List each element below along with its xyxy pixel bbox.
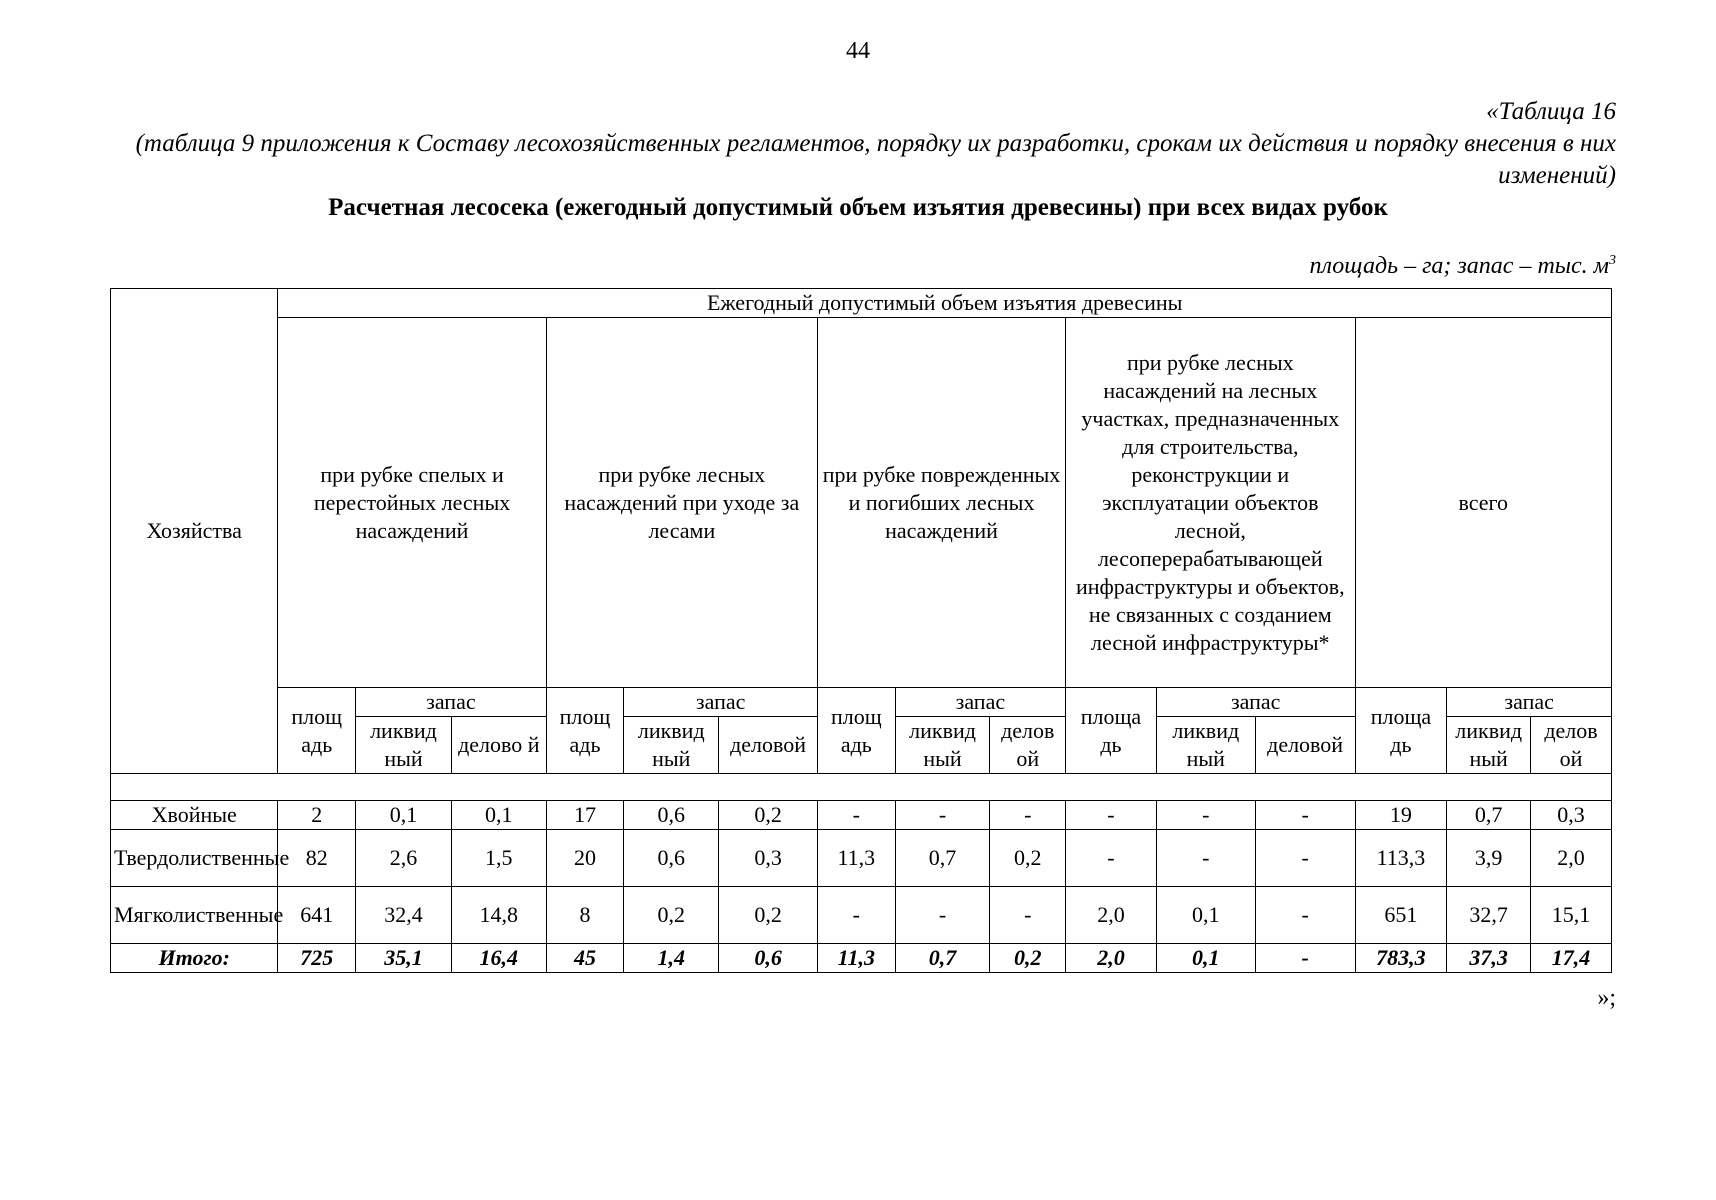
header-business: делов ой <box>1531 717 1612 774</box>
row-value: 32,7 <box>1447 887 1531 944</box>
header-liquid: ликвид ный <box>895 717 990 774</box>
total-value: 1,4 <box>624 944 719 973</box>
document-title: Расчетная лесосека (ежегодный допустимый объем изъятия древесины) при всех видах рубок <box>328 194 1388 221</box>
units-text: площадь – га; запас – тыс. м <box>1309 253 1609 279</box>
row-value: 0,7 <box>1447 801 1531 830</box>
row-value: 0,1 <box>356 801 452 830</box>
row-value: 11,3 <box>817 830 895 887</box>
row-value: 113,3 <box>1355 830 1447 887</box>
header-row-stock <box>111 688 1612 717</box>
table-caption <box>116 96 1616 192</box>
row-value: 2,0 <box>1531 830 1612 887</box>
row-value: - <box>1066 801 1157 830</box>
total-value: 45 <box>546 944 624 973</box>
total-value: 35,1 <box>356 944 452 973</box>
header-group-damaged: при рубке поврежденных и погибших лесных насаждений <box>817 318 1065 688</box>
row-name: Хвойные <box>111 801 278 830</box>
total-label: Итого: <box>111 944 278 973</box>
row-value: 0,6 <box>624 801 719 830</box>
row-value: 641 <box>278 887 356 944</box>
table-body <box>111 801 1612 973</box>
header-liquid: ликвид ный <box>356 717 452 774</box>
total-row <box>111 944 1612 973</box>
table-label: «Таблица 16 <box>1486 98 1616 125</box>
total-value: 16,4 <box>451 944 546 973</box>
header-liquid: ликвид ный <box>1447 717 1531 774</box>
header-farms: Хозяйства <box>111 289 278 774</box>
row-value: 0,3 <box>1531 801 1612 830</box>
header-business: деловой <box>1255 717 1355 774</box>
row-value: - <box>817 887 895 944</box>
row-value: 8 <box>546 887 624 944</box>
table-row <box>111 830 1612 887</box>
row-value: 2,0 <box>1066 887 1157 944</box>
units-note <box>1310 253 1616 280</box>
row-value: 651 <box>1355 887 1447 944</box>
header-row-groups <box>111 318 1612 688</box>
row-value: - <box>1255 801 1355 830</box>
total-value: 17,4 <box>1531 944 1612 973</box>
row-value: 0,3 <box>719 830 818 887</box>
row-value: 0,7 <box>895 830 990 887</box>
row-value: 0,1 <box>1156 887 1255 944</box>
header-area: площ адь <box>278 688 356 774</box>
header-area: площа дь <box>1355 688 1447 774</box>
header-area: площа дь <box>1066 688 1157 774</box>
row-value: 32,4 <box>356 887 452 944</box>
row-value: 0,2 <box>719 801 818 830</box>
row-name: Твердолиственные <box>111 830 278 887</box>
row-value: 19 <box>1355 801 1447 830</box>
row-value: 1,5 <box>451 830 546 887</box>
row-value: 2 <box>278 801 356 830</box>
header-area: площ адь <box>546 688 624 774</box>
header-stock: запас <box>624 688 818 717</box>
row-value: - <box>895 887 990 944</box>
row-value: 82 <box>278 830 356 887</box>
header-business: делово й <box>451 717 546 774</box>
header-annual-volume: Ежегодный допустимый объем изъятия древесины <box>278 289 1612 318</box>
total-value: 2,0 <box>1066 944 1157 973</box>
row-value: - <box>1066 830 1157 887</box>
row-value: - <box>1255 887 1355 944</box>
row-value: 0,2 <box>719 887 818 944</box>
row-value: 14,8 <box>451 887 546 944</box>
page-number: 44 <box>846 38 870 64</box>
header-business: деловой <box>719 717 818 774</box>
row-value: 0,6 <box>624 830 719 887</box>
total-value: 725 <box>278 944 356 973</box>
header-row-top <box>111 289 1612 318</box>
total-value: 0,2 <box>990 944 1066 973</box>
total-value: 0,7 <box>895 944 990 973</box>
header-liquid: ликвид ный <box>1156 717 1255 774</box>
total-value: 783,3 <box>1355 944 1447 973</box>
header-stock: запас <box>1447 688 1612 717</box>
total-value: 0,1 <box>1156 944 1255 973</box>
row-value: 20 <box>546 830 624 887</box>
total-value: 37,3 <box>1447 944 1531 973</box>
row-value: 3,9 <box>1447 830 1531 887</box>
header-stock: запас <box>356 688 547 717</box>
total-value: 11,3 <box>817 944 895 973</box>
row-value: - <box>817 801 895 830</box>
header-liquid: ликвид ный <box>624 717 719 774</box>
total-value: 0,6 <box>719 944 818 973</box>
row-value: - <box>990 887 1066 944</box>
total-value: - <box>1255 944 1355 973</box>
row-value: 2,6 <box>356 830 452 887</box>
spacer-row <box>111 774 1612 801</box>
row-value: - <box>990 801 1066 830</box>
row-name: Мягколиственные <box>111 887 278 944</box>
row-value: 17 <box>546 801 624 830</box>
header-group-mature: при рубке спелых и перестойных лесных насаждений <box>278 318 546 688</box>
row-value: 0,1 <box>451 801 546 830</box>
header-stock: запас <box>1156 688 1355 717</box>
table-reference: (таблица 9 приложения к Составу лесохозяйственных регламентов, порядку их разработки, срокам их действия и порядку внесения в них изменений) <box>135 130 1616 189</box>
row-value: 0,2 <box>624 887 719 944</box>
header-area: площ адь <box>817 688 895 774</box>
spacer-cell <box>111 774 1612 801</box>
row-value: - <box>895 801 990 830</box>
header-group-care: при рубке лесных насаждений при уходе за лесами <box>546 318 817 688</box>
header-group-total: всего <box>1355 318 1611 688</box>
row-value: - <box>1156 801 1255 830</box>
header-group-construction: при рубке лесных насаждений на лесных участках, предназначенных для строительства, реконструкции и эксплуатации объектов лесной, лесоперерабатывающей инфраструктуры и объектов, не связанных с созданием лесной инфраструктуры* <box>1066 318 1355 688</box>
allowable-cut-table <box>110 288 1612 973</box>
units-sup: 3 <box>1609 253 1616 268</box>
row-value: - <box>1156 830 1255 887</box>
row-value: 0,2 <box>990 830 1066 887</box>
row-value: - <box>1255 830 1355 887</box>
header-business: делов ой <box>990 717 1066 774</box>
row-value: 15,1 <box>1531 887 1612 944</box>
table-row <box>111 887 1612 944</box>
table-row <box>111 801 1612 830</box>
closing-quote: »; <box>1597 985 1616 1011</box>
header-stock: запас <box>895 688 1065 717</box>
